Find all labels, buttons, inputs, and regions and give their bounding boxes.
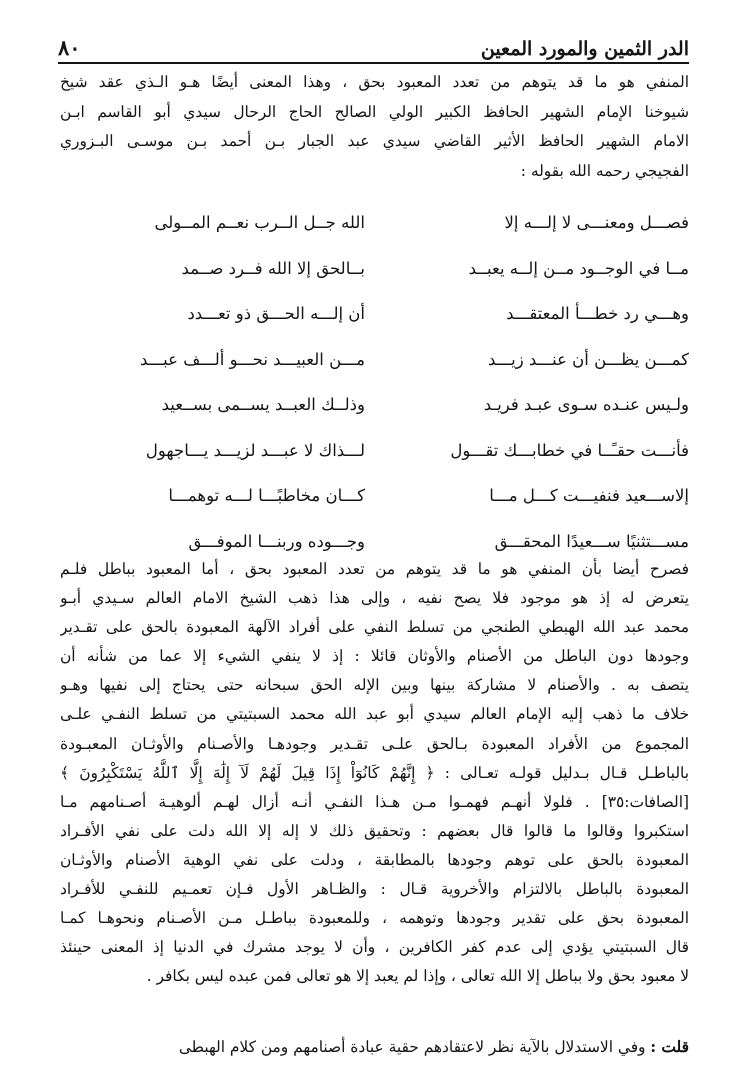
poem-verse [60,382,689,428]
verse-second-hemistich: وذلــك العبــد يســمى بســعيد [161,395,365,414]
text-line: المعبودة بالباطل بالالتزام والأخروية قـال : والظـاهر الأول فـإن تعمـيم للنفـي للأفـراد [60,880,689,899]
poem-verse [60,200,689,246]
verse-first-hemistich: فصـــل ومعنـــى لا إلـــه إلا [504,213,689,232]
paragraph-intro [60,68,689,186]
verse-first-hemistich: مســـتثنيًا ســـعيدًا المحقـــق [494,531,689,551]
verse-second-hemistich: كـــان مخاطبًـــا لـــه توهمـــا [168,486,365,505]
text-line: المجموع من الأفراد المعبودة بـالحق علـى تقـدير وجودهـا والأصـنام والأوثـان المعبـودة [60,734,689,753]
paragraph-remark [60,1033,689,1063]
text-line: يتعرض له إذ هو موجود فلا يصح نفيه ، وإلى هذا ذهب الشيخ الامام العالم سـيدي أبـو [60,589,689,608]
text-line: قال السبتيتي يؤدي إلى عدم كفر الكافرين ، وأن لا يوجد مشرك في الدنيا إذ المعنى حينئذ [60,938,689,957]
verse-second-hemistich: وجـــوده وربنـــا الموفـــق [188,531,365,551]
text-line: خلاف ما ذهب إليه الإمام العالم سيدي أبو عبد الله محمد السبتيتي من تسلط النفـي علـى [60,705,689,724]
poem-verse [60,246,689,292]
text-line: [الصافات:٣٥] . فلولا أنهـم فهمـوا مـن هـذا النفـي أنـه أزال لهـم ألوهيـة أصـنامهم مـا [60,792,689,811]
quran-verse-line: بالباطـل قـال بـدليل قولـه تعـالى : ﴿ إِنَّهُمْ كَانُوٓاْ إِذَا قِيلَ لَهُمْ لَآ إِلَٰهَ إِلَّا ٱللَّهُ يَسْتَكْبِرُونَ ﴾ [60,763,689,782]
header-divider [58,62,689,64]
verse-first-hemistich: ولـيس عنـده سـوى عبـد فريـد [483,395,689,414]
text-line: محمد عبد الله الهبطي الطنجي من تسلط النفي على أفراد الآلهة المعبودة بالحق على تقـدير [60,618,689,637]
verse-first-hemistich: إلاســـعيد فنفيـــت كـــل مـــا [489,486,689,505]
text-line: المعبودة بحق على تقدير وجودها وتوهمه ، وللمعبودة بباطـل مـن الأصـنام ونحوهـا كمـا [60,909,689,928]
verse-second-hemistich: لـــذاك لا عبـــد لزيـــد يـــاجهول [145,440,365,460]
text-line [60,1033,689,1063]
text-line: لا معبود بحق ولا بباطل إلا الله تعالى ، وإذا لم يعبد إلا هو تعالى فمن عبده ليس بكافر . [146,967,689,986]
book-title: الدر الثمين والمورد المعين [480,38,689,60]
verse-first-hemistich: مــا في الوجــود مــن إلــه يعبــد [468,258,689,278]
text-line: استكبروا وقالوا ما قالوا قال بعضهم : وتحقيق ذلك لا إله إلا الله دلت على نفي الأفـراد [60,821,689,840]
text-line: يتصف به . والأصنام لا مشاركة بينها وبين الإله الحق سبحانه حتى يحتاج إلى نفيها وهـو [60,676,689,695]
remark-text: وفي الاستدلال بالآية نظر لاعتقادهم حقية عبادة أصنامهم ومن كلام الهبطى [178,1038,651,1056]
verse-second-hemistich: مـــن العبيـــد نحـــو ألـــف عبـــد [139,349,365,369]
text-line: الفجيجي رحمه الله بقوله : [520,161,689,180]
verse-second-hemistich: أن إلـــه الحـــق ذو تعـــدد [187,304,365,323]
poem-verse [60,337,689,383]
remark-lead: قلت : [650,1038,689,1056]
text-line: فصرح أيضا بأن المنفي هو ما قد يتوهم من تعدد المعبود بحق ، أما المعبود بباطل فلـم [60,560,689,578]
text-line: شيوخنا الإمام الشهير الحافظ الكبير الولي الصالح الحاج الرحال سيدي أبو القاسم ابـن [60,102,689,121]
text-line: المعبودة بالحق على توهم وجودها بالمطابقة ، ودلت على نفي الوهية الأصنام والأوثـان [60,850,689,869]
text-line: الامام الشهير الحافظ الأثير القاضي سيدي عبد الجبار بـن أحمد بـن موسـى البـزوري [60,132,689,150]
verse-first-hemistich: كمـــن يظـــن أن عنـــد زيـــد [487,349,689,369]
page-number: ٨٠ [58,35,81,60]
verse-second-hemistich: بــالحق إلا الله فــرد صــمد [181,258,365,278]
text-line: المنفي هو ما قد يتوهم من تعدد المعبود بحق ، وهذا المعنى أيضًا هـو الـذي عقد شيخ [60,73,689,91]
poem-verse [60,473,689,519]
verse-first-hemistich: وهـــي رد خطـــأ المعتقـــد [506,304,689,323]
verse-second-hemistich: الله جــل الــرب نعــم المــولى [154,213,365,232]
text-line: وجودها دون الباطل من الأصنام والأوثان قائلا : إذ لا ينفي الشيء إلا عما من شأنه أن [60,647,689,666]
poem-verse [60,291,689,337]
paragraph-commentary [60,555,689,991]
poem [60,200,689,564]
poem-verse [60,428,689,474]
verse-first-hemistich: فأنـــت حقـًــا في خطابـــك تقـــول [450,440,689,460]
running-header [58,20,689,60]
